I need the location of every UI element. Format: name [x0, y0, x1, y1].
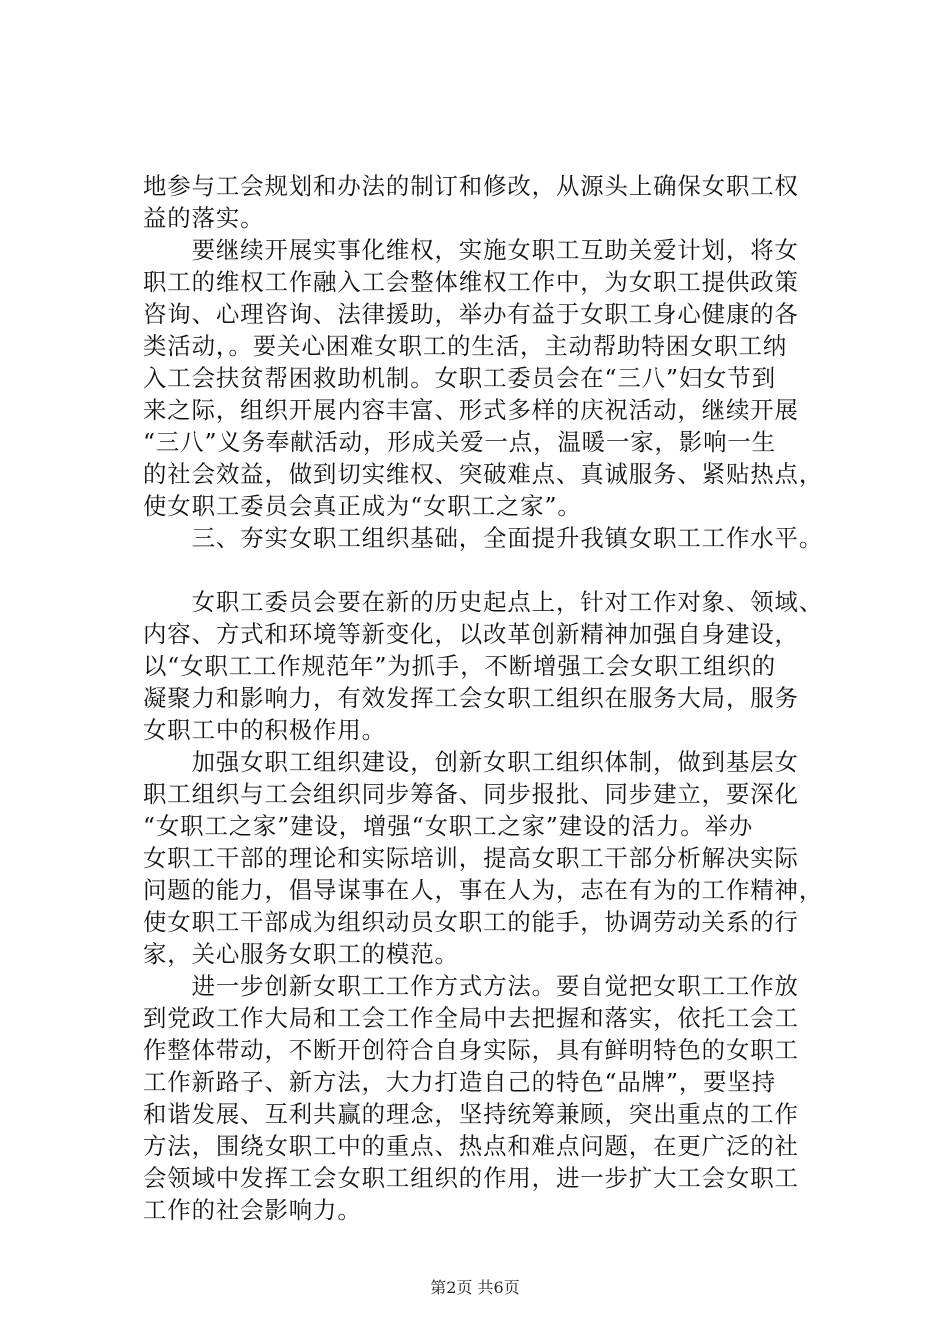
- text-line: 益的落实。: [143, 204, 265, 232]
- text-line: 类活动，。要关心困难女职工的生活，主动帮助特困女职工纳: [143, 332, 788, 360]
- text-line: 到党政工作大局和工会工作全局中去把握和落实，依托工会工: [143, 1004, 799, 1032]
- text-line: 咨询、心理咨询、法律援助，举办有益于女职工身心健康的各: [143, 300, 799, 328]
- text-line: 会领域中发挥工会女职工组织的作用，进一步扩大工会女职工: [143, 1164, 799, 1192]
- text-line: 工作的社会影响力。: [143, 1196, 362, 1224]
- text-line: 三、夯实女职工组织基础，全面提升我镇女职工工作水平。: [143, 524, 824, 552]
- text-line: 要继续开展实事化维权，实施女职工互助关爱计划，将女: [143, 236, 799, 264]
- text-line: 进一步创新女职工工作方式方法。要自觉把女职工工作放: [143, 972, 799, 1000]
- text-line: 使女职工委员会真正成为“女职工之家”。: [143, 492, 582, 520]
- text-line: 女职工干部的理论和实际培训，提高女职工干部分析解决实际: [143, 844, 799, 872]
- text-line: 地参与工会规划和办法的制订和修改，从源头上确保女职工权: [143, 172, 799, 200]
- text-line: 使女职工干部成为组织动员女职工的能手，协调劳动关系的行: [143, 908, 799, 936]
- text-line: 来之际，组织开展内容丰富、形式多样的庆祝活动，继续开展: [143, 396, 799, 424]
- text-line: 女职工中的积极作用。: [143, 716, 386, 744]
- text-line: 职工的维权工作融入工会整体维权工作中，为女职工提供政策: [143, 268, 799, 296]
- text-line: 凝聚力和影响力，有效发挥工会女职工组织在服务大局，服务: [143, 684, 799, 712]
- text-line: 加强女职工组织建设，创新女职工组织体制，做到基层女: [143, 748, 799, 776]
- text-line: 方法，围绕女职工中的重点、热点和难点问题，在更广泛的社: [143, 1132, 799, 1160]
- text-line: 作整体带动，不断开创符合自身实际，具有鲜明特色的女职工: [143, 1036, 799, 1064]
- blank-line: [143, 554, 823, 586]
- text-line: 以“女职工工作规范年”为抓手，不断增强工会女职工组织的: [143, 652, 776, 680]
- text-line: 职工组织与工会组织同步筹备、同步报批、同步建立，要深化: [143, 780, 799, 808]
- text-line: 问题的能力，倡导谋事在人，事在人为，志在有为的工作精神，: [143, 876, 824, 904]
- text-line: 工作新路子、新方法，大力打造自己的特色“品牌”，要坚持: [143, 1068, 776, 1096]
- text-line: 的社会效益，做到切实维权、突破难点、真诚服务、紧贴热点，: [143, 460, 824, 488]
- text-line: 家，关心服务女职工的模范。: [143, 940, 459, 968]
- text-line: 女职工委员会要在新的历史起点上，针对工作对象、领域、: [143, 588, 824, 616]
- text-line: 入工会扶贫帮困救助机制。女职工委员会在“三八”妇女节到: [143, 364, 776, 392]
- text-line: 和谐发展、互利共赢的理念，坚持统筹兼顾，突出重点的工作: [143, 1100, 799, 1128]
- page-footer: 第2页 共6页: [430, 1278, 520, 1297]
- text-line: 内容、方式和环境等新变化，以改革创新精神加强自身建设，: [143, 620, 799, 648]
- text-line: “三八”义务奉献活动，形成关爱一点，温暖一家，影响一生: [143, 428, 776, 456]
- document-body: [143, 170, 823, 1226]
- text-line: “女职工之家”建设，增强“女职工之家”建设的活力。举办: [143, 812, 754, 840]
